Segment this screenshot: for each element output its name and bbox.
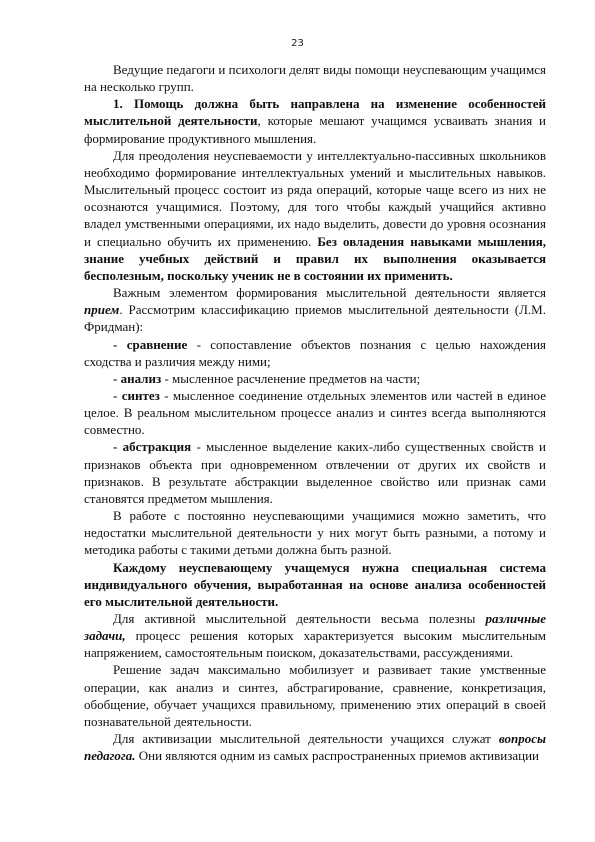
term-questions: вопросы педагога. (84, 731, 546, 764)
term-tasks: различные задачи, (84, 611, 546, 644)
term-comparison: - сравнение (113, 336, 188, 352)
bold-statement: Без овладения навыками мышления, знание учебных действий и правил их выполнения оказывается бесполезным, поскольку ученик не в состоянии их применить. (84, 233, 547, 283)
paragraph-intro: Ведущие педагоги и психологи делят виды помощи неуспевающим учащимся на несколько групп. (84, 62, 546, 95)
list-item-synthesis: - синтез - мысленное соединение отдельных элементов или частей в единое целое. В реальном мыслительном процессе анализ и синтез всегда выполняются совместно. (84, 387, 546, 438)
page-body (84, 61, 546, 764)
term-priem: прием (84, 302, 120, 318)
paragraph-individual-system: Каждому неуспевающему учащемуся нужна специальная система индивидуального обучения, выработанная на основе анализа особенностей его мыслительной деятельности. (84, 559, 546, 609)
list-item-abstraction: - абстракция - мысленное выделение каких-либо существенных свойств и признаков объекта при одновременном отвлечении от других их свойств и признаков. В результате абстракции выделенное свойство или признак сами становятся предметом мышления. (84, 439, 546, 506)
paragraph-task-solving: Решение задач максимально мобилизует и развивает такие умственные операции, как анализ и синтез, абстрагирование, сравнение, конкретизация, обобщение, обучает учащихся правильному, применению этих операций в своей познавательной деятельности. (84, 662, 546, 729)
list-item-comparison: - сравнение - сопоставление объектов познания с целью нахождения сходства и различия между ними; (84, 336, 546, 369)
term-abstraction: - абстракция (113, 439, 192, 455)
term-analysis: - анализ (113, 370, 162, 386)
paragraph-questions: Для активизации мыслительной деятельности учащихся служат вопросы педагога. Они являются одним из самых распространенных приемов активизации (84, 731, 546, 764)
paragraph-technique: Важным элементом формирования мыслительной деятельности является прием. Рассмотрим классификацию приемов мыслительной деятельности (Л.М. Фридман): (84, 285, 546, 335)
paragraph-help-1: 1. Помощь должна быть направлена на изменение особенностей мыслительной деятельности, которые мешают учащимся усваивать знания и формирование продуктивного мышления. (84, 96, 547, 146)
term-synthesis: - синтез (113, 387, 160, 403)
bold-heading: 1. Помощь должна быть направлена на изменение особенностей мыслительной деятельности (84, 96, 546, 129)
paragraph-constant-failure: В работе с постоянно неуспевающими учащимися можно заметить, что недостатки мыслительной деятельности у них могут быть разными, а потому и методика работы с такими детьми должна быть разной. (84, 508, 546, 558)
list-item-analysis: - анализ - мысленное расчленение предметов на части; (113, 370, 421, 386)
paragraph-tasks: Для активной мыслительной деятельности весьма полезны различные задачи, процесс решения которых характеризуется высоким мыслительным напряжением, самостоятельным поиском, доказательствами, рассуждениями. (84, 611, 546, 661)
page-number: 23 (291, 38, 304, 49)
paragraph-overcoming: Для преодоления неуспеваемости у интеллектуально-пассивных школьников необходимо формирование интеллектуальных умений и мыслительных навыков. Мыслительный процесс состоит из ряда операций, которые чаще всего из них не осознаются учащимися. Поэтому, для того чтобы каждый учащийся активно владел умственными операциями, их надо выделить, довести до уровня осознания и специально обучить их применению. Без овладения навыками мышления, знание учебных действий и правил их выполнения оказывается бесполезным, поскольку ученик не в состоянии их применить. (84, 147, 547, 283)
